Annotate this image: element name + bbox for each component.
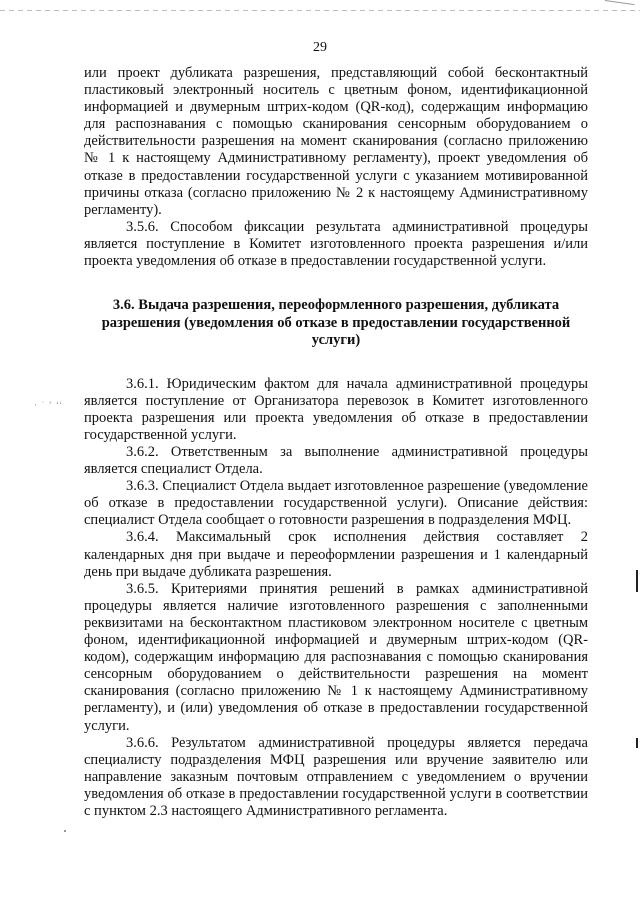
scan-top-edge-line (0, 10, 640, 11)
scan-edge-mark (636, 570, 638, 592)
page-number: 29 (313, 40, 327, 55)
paragraph-3-6-6: 3.6.6. Результатом административной процедуры является передача специалисту подразделения МФЦ разрешения или вручение заявителю или направление заказным почтовым отправлением с уведомлением о вручении уведомления об отказе в предоставлении государственной услуги в соответствии с пунктом 2.3 настоящего Административного регламента. (84, 734, 588, 819)
paragraph-3-6-1: 3.6.1. Юридическим фактом для начала административной процедуры является поступление от Организатора перевозок в Комитет изготовленного проекта разрешения или проекта уведомления об отказе в предоставлении государственной услуги. (84, 375, 588, 443)
section-heading-3-6: 3.6. Выдача разрешения, переоформленного разрешения, дубликата разрешения (уведомления об отказе в предоставлении государственной услуги) (101, 297, 571, 349)
paragraph-3-6-3: 3.6.3. Специалист Отдела выдает изготовленное разрешение (уведомление об отказе в предоставлении государственной услуги). Описание действия: специалист Отдела сообщает о готовности разрешения в подразделения МФЦ. (84, 478, 588, 529)
document-body (84, 65, 588, 820)
paragraph-3-6-2: 3.6.2. Ответственным за выполнение административной процедуры является специалист Отдела. (84, 444, 588, 478)
scan-edge-mark (636, 738, 638, 748)
paragraph-continuation: или проект дубликата разрешения, представляющий собой бесконтактный пластиковый электронный носитель с цветным фоном, идентификационной информацией и двумерным штрих-кодом (QR-код), содержащим информацию для распознавания с помощью сканирования сенсорным оборудованием о действительности разрешения на момент сканирования (согласно приложению № 1 к настоящему Административному регламенту), проект уведомления об отказе в предоставлении государственной услуги с указанием мотивированной причины отказа (согласно приложению № 2 к настоящему Административному регламенту). (84, 65, 588, 218)
paragraph-3-6-5: 3.6.5. Критериями принятия решений в рамках административной процедуры является наличие изготовленного разрешения с заполненными реквизитами на бесконтактном пластиковом электронном носителе с цветным фоном, идентификационной информацией и двумерным штрих-кодом (QR-кодом), содержащим информацию для распознавания с помощью сканирования сенсорным оборудованием о действительности разрешения на момент сканирования (согласно приложению № 1 к настоящему Административному регламенту), и (или) уведомления об отказе в предоставлении государственной услуги. (84, 580, 588, 734)
paragraph-3-5-6: 3.5.6. Способом фиксации результата административной процедуры является поступление в Комитет изготовленного проекта разрешения и/или проекта уведомления об отказе в предоставлении государственной услуги. (84, 218, 588, 270)
scan-speck (64, 830, 66, 832)
scan-corner-mark (603, 0, 634, 15)
paragraph-3-6-4: 3.6.4. Максимальный срок исполнения действия составляет 2 календарных дня при выдаче и переоформлении разрешения и 1 календарный день при выдаче дубликата разрешения. (84, 529, 588, 580)
scan-margin-mark: ⋅ ˙ ʼ ‘‘ (34, 400, 64, 410)
